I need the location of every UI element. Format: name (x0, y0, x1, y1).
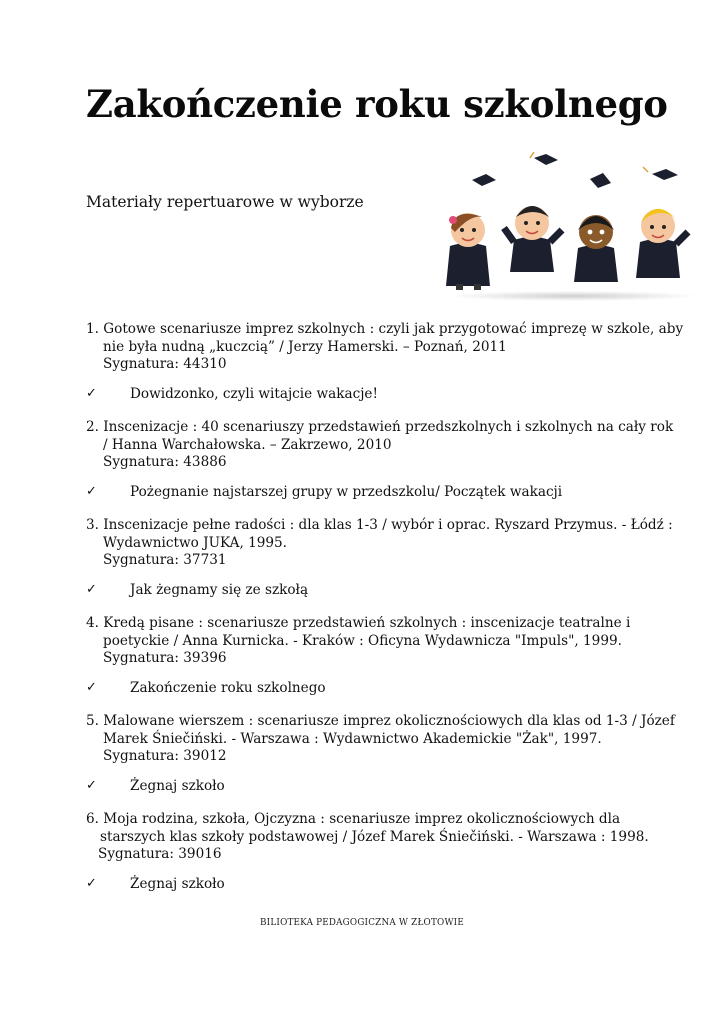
entry-signature: Sygnatura: 39012 (103, 748, 227, 764)
entry-line: nie była nudną „kuczcią” / Jerzy Hamerski. – Poznań, 2011 (103, 338, 507, 355)
entry-line: 3. Inscenizacje pełne radości : dla klas 1-3 / wybór i oprac. Ryszard Przymus. - Łódź : (86, 517, 673, 533)
graduating-children-illustration (438, 150, 700, 302)
list-item (86, 419, 674, 501)
entry-signature: Sygnatura: 44310 (103, 356, 227, 372)
entry-line: Wydawnictwo JUKA, 1995. (103, 534, 287, 551)
page-title: Zakończenie roku szkolnego (86, 82, 668, 126)
entry-line: Marek Śniečiński. - Warszawa : Wydawnictwo Akademickie "Żak", 1997. (103, 730, 602, 747)
entry-subitem (86, 582, 646, 600)
entry-signature: Sygnatura: 39016 (98, 846, 222, 862)
check-icon: ✓ (86, 875, 97, 891)
entry-line: poetyckie / Anna Kurnicka. - Kraków : Oficyna Wydawnicza "Impuls", 1999. (103, 632, 622, 649)
entry-line: / Hanna Warchałowska. – Zakrzewo, 2010 (103, 436, 392, 453)
subitem-label: Żegnaj szkoło (130, 777, 225, 794)
entry-subitem (86, 484, 646, 502)
entry-signature: Sygnatura: 39396 (103, 650, 227, 666)
entry-line: 6. Moja rodzina, szkoła, Ojczyzna : scenariusze imprez okolicznościowych dla (86, 811, 621, 827)
repertoire-list (86, 321, 684, 893)
entry-signature: Sygnatura: 43886 (103, 454, 227, 470)
entry-line: starszych klas szkoły podstawowej / Józef Marek Śniečiński. - Warszawa : 1998. (100, 828, 649, 845)
entry-line: 1. Gotowe scenariusze imprez szkolnych : czyli jak przygotować imprezę w szkole, aby (86, 321, 684, 337)
check-icon: ✓ (86, 581, 97, 597)
footer-library-name: BILIOTEKA PEDAGOGICZNA W ZŁOTOWIE (260, 918, 464, 928)
entry-subitem (86, 680, 646, 698)
entry-subitem (86, 778, 646, 796)
subitem-label: Dowidzonko, czyli witajcie wakacje! (130, 385, 378, 402)
entry-subitem (86, 386, 646, 404)
entry-signature: Sygnatura: 37731 (103, 552, 227, 568)
check-icon: ✓ (86, 483, 97, 499)
list-item (86, 811, 649, 893)
entry-subitem (86, 876, 646, 894)
entry-line: 4. Kredą pisane : scenariusze przedstawień szkolnych : inscenizacje teatralne i (86, 615, 631, 631)
entry-line: 5. Malowane wierszem : scenariusze imprez okolicznościowych dla klas od 1-3 / Józef (86, 713, 675, 729)
check-icon: ✓ (86, 385, 97, 401)
list-item (86, 321, 684, 403)
subitem-label: Pożegnanie najstarszej grupy w przedszkolu/ Początek wakacji (130, 483, 563, 500)
subitem-label: Żegnaj szkoło (130, 875, 225, 892)
list-item (86, 615, 646, 697)
check-icon: ✓ (86, 679, 97, 695)
subitem-label: Zakończenie roku szkolnego (130, 679, 326, 696)
list-item (86, 517, 673, 599)
page-subtitle: Materiały repertuarowe w wyborze (86, 193, 364, 211)
list-item (86, 713, 675, 795)
check-icon: ✓ (86, 777, 97, 793)
entry-line: 2. Inscenizacje : 40 scenariuszy przedstawień przedszkolnych i szkolnych na cały rok (86, 419, 674, 435)
subitem-label: Jak żegnamy się ze szkołą (130, 581, 309, 598)
